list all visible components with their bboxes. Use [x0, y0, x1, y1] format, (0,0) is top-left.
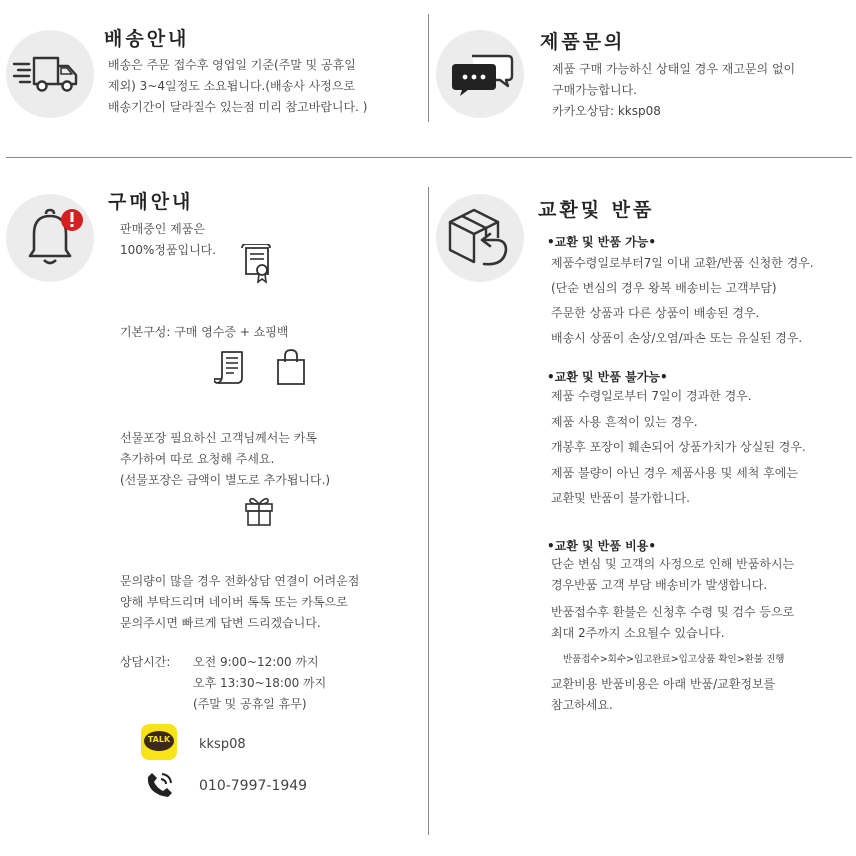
hours-text: 오전 9:00~12:00 까지 오후 13:30~18:00 까지 (주말 및 공휴일 휴무) — [193, 655, 327, 711]
top-vertical-divider — [428, 14, 429, 122]
gift-wrap-text: 선물포장 필요하신 고객님께서는 카톡 추가하여 따로 요청해 주세요. (선물포장은 금액이 별도로 추가됩니다.) — [120, 431, 331, 487]
exchange-cost-text-c: 교환비용 반품비용은 아래 반품/교환정보를 참고하세요. — [551, 677, 776, 712]
exchange-impossible-heading: •교환 및 반품 불가능• — [547, 370, 668, 384]
chat-bubble-icon — [450, 52, 514, 98]
inquiry-title: 제품문의 — [540, 31, 626, 53]
delivery-truck-icon — [12, 52, 82, 96]
genuine-text: 판매중인 제품은 100%정품입니다. — [120, 222, 217, 257]
hours-label: 상담시간: — [120, 655, 171, 669]
alert-bell-icon — [20, 204, 90, 270]
exchange-possible-text: 제품수령일로부터7일 이내 교환/반품 신청한 경우. (단순 변심의 경우 왕복 배송비는 고객부담) 주문한 상품과 다른 상품이 배송된 경우. 배송시 상품이 손상/오염/파손 또는 유실된 경우. — [551, 256, 814, 345]
exchange-impossible-text: 제품 수령일로부터 7일이 경과한 경우. 제품 사용 흔적이 있는 경우. 개봉후 포장이 훼손되어 상품가치가 상실된 경우. 제품 불량이 아닌 경우 제품사용 및 세척 후에는 교환및 반품이 불가합니다. — [551, 389, 806, 505]
horizontal-divider — [6, 157, 852, 158]
composition-text: 기본구성: 구매 영수증 + 쇼핑백 — [120, 325, 289, 339]
gift-box-icon — [244, 494, 274, 526]
purchase-title: 구매안내 — [108, 191, 194, 213]
bottom-vertical-divider — [428, 187, 429, 835]
shipping-text: 배송은 주문 접수후 영업일 기준(주말 및 공휴일 제외) 3~4일정도 소요됩니다.(배송사 사정으로 배송기간이 달라질수 있는점 미리 참고바랍니다. ) — [108, 58, 368, 114]
kakao-badge-label: TALK — [147, 735, 171, 744]
receipt-icon — [214, 350, 248, 386]
exchange-title: 교환및 반품 — [538, 199, 655, 221]
kakao-talk-icon — [141, 724, 177, 760]
exchange-possible-heading: •교환 및 반품 가능• — [547, 235, 657, 249]
refund-process-text: 반품접수>회수>입고완료>입고상품 확인>환불 진행 — [563, 654, 785, 665]
return-box-icon — [444, 204, 516, 274]
phone-number: 010-7997-1949 — [199, 778, 308, 794]
shopping-bag-icon — [276, 348, 306, 386]
certificate-icon — [240, 244, 276, 284]
exchange-cost-heading: •교환 및 반품 비용• — [547, 539, 657, 553]
kakao-id: kksp08 — [199, 737, 246, 752]
inquiry-text: 제품 구매 가능하신 상태일 경우 재고문의 없이 구매가능합니다. 카카오상담: kksp08 — [552, 62, 796, 118]
phone-icon — [146, 771, 174, 799]
exchange-cost-text-a: 단순 변심 및 고객의 사정으로 인해 반품하시는 경우반품 고객 부담 배송비가 발생합니다. — [551, 557, 795, 592]
contact-text: 문의량이 많을 경우 전화상담 연결이 어려운점 양해 부탁드리며 네이버 톡톡 또는 카톡으로 문의주시면 빠르게 답변 드리겠습니다. — [120, 574, 360, 630]
shipping-title: 배송안내 — [104, 28, 190, 50]
exchange-cost-text-b: 반품접수후 환불은 신청후 수령 및 검수 등으로 최대 2주까지 소요될수 있습니다. — [551, 605, 795, 640]
